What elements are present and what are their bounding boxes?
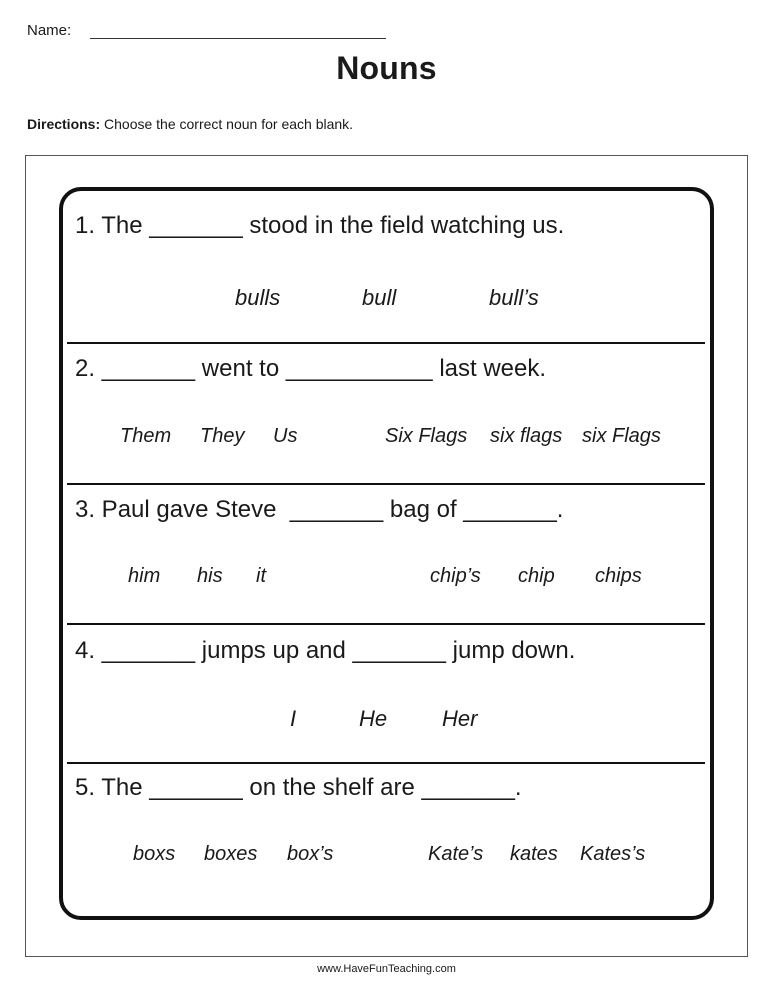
page-title: Nouns (336, 50, 437, 86)
question-3-choice-5[interactable]: chip (518, 565, 555, 587)
question-2-choice-2[interactable]: They (200, 425, 245, 447)
question-3-choice-6[interactable]: chips (595, 565, 642, 587)
question-5-choice-1[interactable]: boxs (133, 843, 176, 865)
question-divider-1 (67, 342, 705, 344)
question-5-choice-3[interactable]: box’s (287, 843, 334, 865)
question-2-choice-3[interactable]: Us (273, 425, 298, 447)
question-divider-2 (67, 483, 705, 485)
question-5-choice-4[interactable]: Kate’s (428, 843, 484, 865)
question-3-choice-1[interactable]: him (128, 565, 161, 587)
directions-label: Directions: (27, 116, 101, 132)
question-divider-4 (67, 762, 705, 764)
question-5-choice-2[interactable]: boxes (204, 843, 258, 865)
question-2-choice-4[interactable]: Six Flags (385, 425, 468, 447)
question-3-choice-2[interactable]: his (197, 565, 223, 587)
question-3-choice-3[interactable]: it (256, 565, 266, 587)
question-5-choice-6[interactable]: Kates’s (580, 843, 646, 865)
question-2-choice-5[interactable]: six flags (490, 425, 563, 447)
question-4-choice-2[interactable]: He (359, 706, 388, 731)
footer-site: www.HaveFunTeaching.com (317, 963, 456, 975)
name-label: Name: (27, 22, 72, 39)
question-1-choice-2[interactable]: bull (362, 285, 397, 310)
question-4-choice-3[interactable]: Her (442, 706, 478, 731)
name-blank-line[interactable] (90, 38, 386, 39)
directions-text: Choose the correct noun for each blank. (100, 116, 354, 132)
question-2-choice-6[interactable]: six Flags (582, 425, 661, 447)
name-field (27, 22, 71, 39)
question-3-choice-4[interactable]: chip’s (430, 565, 481, 587)
question-2: 2. _______ went to ___________ last week. (75, 355, 547, 382)
question-4-choice-1[interactable]: I (290, 706, 297, 731)
question-5: 5. The _______ on the shelf are _______. (75, 774, 522, 801)
question-divider-3 (67, 623, 705, 625)
question-1-choice-3[interactable]: bull’s (489, 285, 539, 310)
question-3: 3. Paul gave Steve _______ bag of _______. (75, 496, 564, 523)
question-5-choice-5[interactable]: kates (510, 843, 558, 865)
question-1: 1. The _______ stood in the field watching us. (75, 212, 565, 239)
question-1-choice-1[interactable]: bulls (235, 285, 281, 310)
question-2-choice-1[interactable]: Them (120, 425, 172, 447)
question-4: 4. _______ jumps up and _______ jump down. (75, 637, 576, 664)
directions (27, 116, 353, 132)
